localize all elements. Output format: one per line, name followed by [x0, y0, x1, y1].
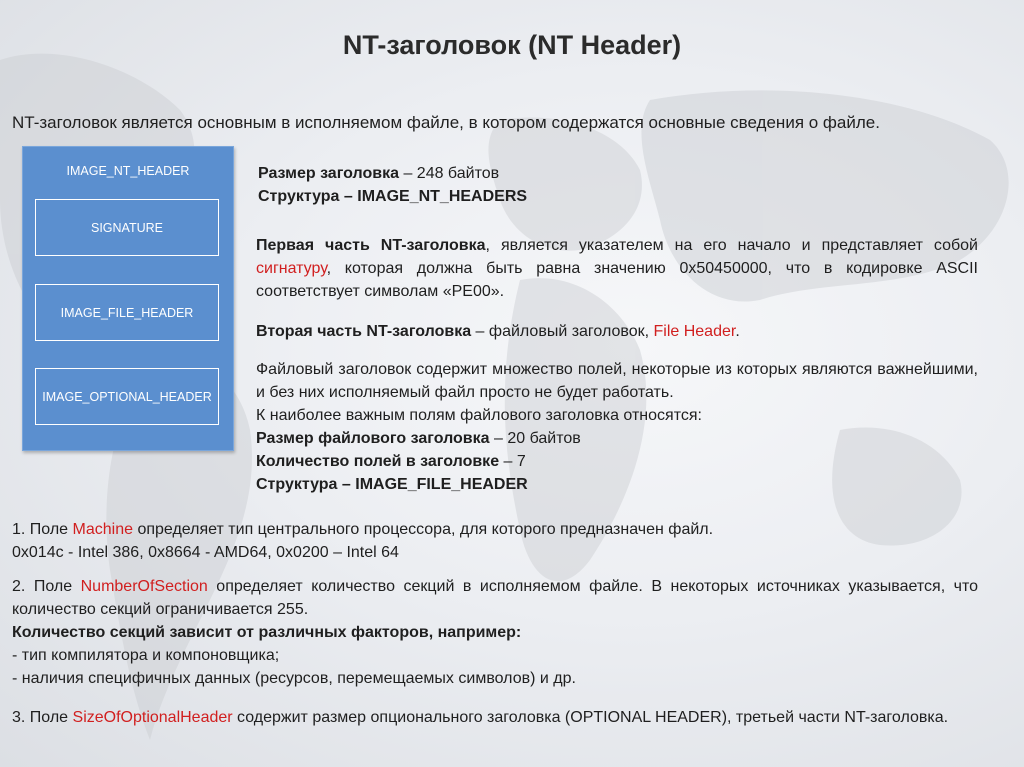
part2-text: – файловый заголовок, [471, 323, 654, 340]
field2-text: определяет количество секций в исполняемом файле. В некоторых источниках указывается, что количество секций ограничивается 255. [12, 578, 979, 618]
file-header-desc: Файловый заголовок содержит множество полей, некоторые из которых являются важнейшими, и без них исполняемый файл просто не будет работать. [256, 361, 978, 401]
part2-bold: Вторая часть NT-заголовка [256, 323, 472, 340]
header-info [258, 162, 978, 208]
size-of-optional-header-term: SizeOfOptionalHeader [72, 709, 233, 726]
field1-text: определяет тип центрального процессора, для которого предназначен файл. [133, 521, 714, 538]
signature-term: сигнатуру [256, 260, 327, 277]
section-factor-item: - наличия специфичных данных (ресурсов, перемещаемых символов) и др. [12, 670, 576, 687]
file-header-size-value: – 20 байтов [489, 430, 581, 447]
section-factors-heading: Количество секций зависит от различных факторов, например: [12, 624, 522, 641]
header-size-label: Размер заголовка [258, 165, 399, 182]
signature-box: SIGNATURE [35, 199, 219, 256]
section-factor-item: - тип компилятора и компоновщика; [12, 647, 280, 664]
intro-text: NT-заголовок является основным в исполняемом файле, в котором содержатся основные сведения о файле. [12, 113, 880, 132]
nt-header-diagram [22, 146, 234, 451]
file-header-section [256, 358, 978, 496]
field1-prefix: 1. Поле [12, 521, 73, 538]
field-count-value: – 7 [499, 453, 526, 470]
part2-paragraph [256, 320, 978, 343]
number-of-section-term: NumberOfSection [80, 578, 208, 595]
image-file-header-box: IMAGE_FILE_HEADER [35, 284, 219, 341]
field-number-of-section [12, 575, 978, 690]
page-title: NT-заголовок (NT Header) [342, 30, 682, 60]
part1-text-b: , которая должна быть равна значению 0x50450000, что в кодировке ASCII соответствует символам «PE00». [256, 260, 978, 300]
part1-bold: Первая часть NT-заголовка [256, 237, 486, 254]
header-structure: Структура – IMAGE_NT_HEADERS [258, 188, 528, 205]
machine-term: Machine [72, 521, 133, 538]
file-header-size-label: Размер файлового заголовка [256, 430, 490, 447]
file-header-term: File Header [653, 323, 736, 340]
image-optional-header-box: IMAGE_OPTIONAL_HEADER [35, 368, 219, 425]
field-size-of-optional-header [12, 706, 978, 729]
file-header-intro: К наиболее важным полям файлового заголовка относятся: [256, 407, 702, 424]
part2-end: . [735, 323, 740, 340]
machine-values: 0x014c - Intel 386, 0x8664 - AMD64, 0x0200 – Intel 64 [12, 544, 399, 561]
field2-prefix: 2. Поле [12, 578, 81, 595]
file-header-structure: Структура – IMAGE_FILE_HEADER [256, 476, 528, 493]
part1-paragraph [256, 234, 978, 303]
field-machine [12, 518, 978, 564]
field3-text: содержит размер опционального заголовка (OPTIONAL HEADER), третьей части NT-заголовка. [232, 709, 949, 726]
field-count-label: Количество полей в заголовке [256, 453, 500, 470]
part1-text-a: , является указателем на его начало и представляет собой [485, 237, 978, 254]
field3-prefix: 3. Поле [12, 709, 73, 726]
diagram-label: IMAGE_NT_HEADER [66, 164, 190, 178]
header-size-value: – 248 байтов [399, 165, 500, 182]
